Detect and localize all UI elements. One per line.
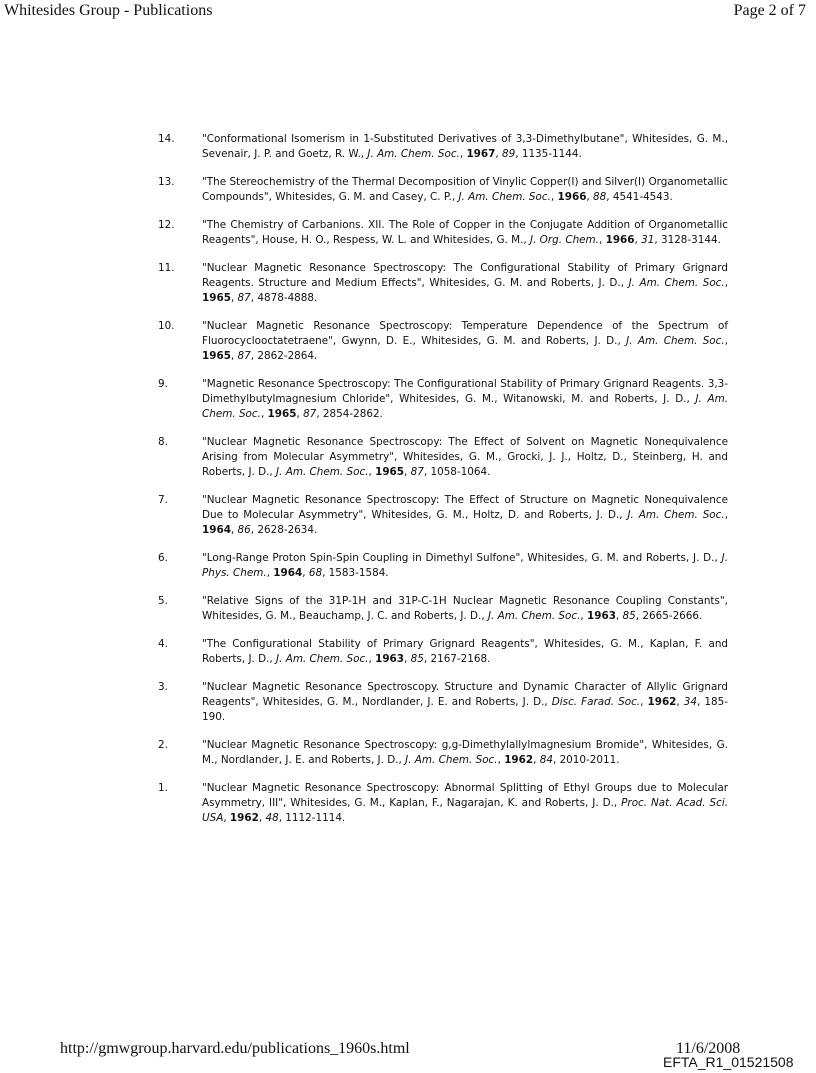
citation-pages: 2167-2168. [430, 653, 491, 665]
publication-entry [158, 781, 728, 826]
citation: "The Configurational Stability of Primary Grignard Reagents", Whitesides, G. M., Kaplan, F. and Roberts, J. D., J. Am. Chem. Soc., 1963, 85, 2167-2168. [202, 638, 728, 665]
citation-pages: 1058-1064. [430, 466, 491, 478]
publication-entry [158, 319, 728, 364]
citation-volume: 87 [303, 408, 317, 420]
citation-year: 1964 [273, 567, 303, 579]
page-number: Page 2 of 7 [733, 2, 806, 19]
citation: "The Stereochemistry of the Thermal Decomposition of Vinylic Copper(I) and Silver(I) Organometallic Compounds", Whitesides, G. M. and Casey, C. P., J. Am. Chem. Soc., 1966, 88, 4541-4543. [202, 176, 728, 203]
citation-year: 1963 [375, 653, 405, 665]
citation-volume: 84 [539, 754, 553, 766]
citation-volume: 85 [622, 610, 636, 622]
citation-year: 1967 [466, 148, 496, 160]
citation: "Nuclear Magnetic Resonance Spectroscopy: Abnormal Splitting of Ethyl Groups due to Molecular Asymmetry, III", Whitesides, G. M., Kaplan, F., Nagarajan, K. and Roberts, J. D., Proc. Nat. Acad. Sci. USA, 1962, 48, 1112-1114. [202, 782, 729, 824]
citation: "Nuclear Magnetic Resonance Spectroscopy: The Configurational Stability of Primary Grignard Reagents. Structure and Medium Effects", Whitesides, G. M. and Roberts, J. D., J. Am. Chem. Soc., 1965, 87, 4878-4888. [202, 262, 729, 304]
footer-date: 11/6/2008 [676, 1040, 741, 1057]
entry-number: 1. [158, 782, 168, 794]
citation: "Nuclear Magnetic Resonance Spectroscopy: Temperature Dependence of the Spectrum of Fluorocyclooctatetraene", Gwynn, D. E., Whitesides, G. M. and Roberts, J. D., J. Am. Chem. Soc., 1965, 87, 2862-2864. [202, 320, 728, 362]
citation-pages: 2010-2011. [559, 754, 620, 766]
publication-entry [158, 218, 728, 248]
citation-year: 1963 [587, 610, 616, 622]
citation: "Magnetic Resonance Spectroscopy: The Configurational Stability of Primary Grignard Reagents. 3,3-Dimethylbutylmagnesium Chloride", Whitesides, G. M., Witanowski, M. and Roberts, J. D., J. Am. Chem. Soc., 1965, 87, 2854-2862. [202, 378, 729, 420]
citation-volume: 48 [265, 812, 279, 824]
citation-journal: Proc. Nat. Acad. Sci. USA [202, 797, 729, 824]
entry-number: 2. [158, 739, 168, 751]
citation-year: 1966 [557, 191, 587, 203]
citation: "Nuclear Magnetic Resonance Spectroscopy: The Effect of Solvent on Magnetic Nonequivalence Arising from Molecular Asymmetry", Whitesides, G. M., Grocki, J. J., Holtz, D., Steinberg, H. and Roberts, J. D., J. Am. Chem. Soc., 1965, 87, 1058-1064. [202, 436, 728, 478]
citation-title-authors: "Conformational Isomerism in 1-Substituted Derivatives of 3,3-Dimethylbutane", Whitesides, G. M., Sevenair, J. P. and Goetz, R. W., [202, 133, 728, 160]
publication-entry [158, 594, 728, 624]
citation-journal: Disc. Farad. Soc. [551, 696, 641, 708]
citation-volume: 87 [237, 292, 251, 304]
citation-title-authors: "Nuclear Magnetic Resonance Spectroscopy: The Configurational Stability of Primary Grignard Reagents. Structure and Medium Effects", Whitesides, G. M. and Roberts, J. D., [202, 262, 728, 289]
publication-entry [158, 738, 728, 768]
citation: "Relative Signs of the 31P-1H and 31P-C-1H Nuclear Magnetic Resonance Coupling Constants", Whitesides, G. M., Beauchamp, J. C. and Roberts, J. D., J. Am. Chem. Soc., 1963, 85, 2665-2666. [202, 595, 728, 622]
citation-journal: J. Am. Chem. Soc. [487, 610, 581, 622]
citation-journal: J. Am. Chem. Soc. [627, 509, 725, 521]
page-header-title: Whitesides Group - Publications [4, 2, 213, 19]
citation-title-authors: "Nuclear Magnetic Resonance Spectroscopy: Temperature Dependence of the Spectrum of Fluorocyclooctatetraene", Gwynn, D. E., Whitesides, G. M. and Roberts, J. D., [202, 320, 728, 347]
document-id: EFTA_R1_01521508 [663, 1054, 794, 1070]
citation-year: 1964 [202, 524, 231, 536]
citation-title-authors: "Nuclear Magnetic Resonance Spectroscopy: Abnormal Splitting of Ethyl Groups due to Molecular Asymmetry, III", Whitesides, G. M., Kaplan, F., Nagarajan, K. and Roberts, J. D., [202, 782, 728, 809]
citation-title-authors: "Magnetic Resonance Spectroscopy: The Configurational Stability of Primary Grignard Reagents. 3,3-Dimethylbutylmagnesium Chloride", Whitesides, G. M., Witanowski, M. and Roberts, J. D., [202, 378, 728, 405]
citation-journal: J. Am. Chem. Soc. [367, 148, 460, 160]
entry-number: 14. [158, 133, 175, 145]
citation-volume: 86 [237, 524, 251, 536]
citation: "Nuclear Magnetic Resonance Spectroscopy: The Effect of Structure on Magnetic Nonequivalence Due to Molecular Asymmetry", Whitesides, G. M., Holtz, D. and Roberts, J. D., J. Am. Chem. Soc., 1964, 86, 2628-2634. [202, 494, 728, 536]
citation-volume: 85 [410, 653, 424, 665]
citation: "Nuclear Magnetic Resonance Spectroscopy. Structure and Dynamic Character of Allylic Grignard Reagents", Whitesides, G. M., Nordlander, J. E. and Roberts, J. D., Disc. Farad. Soc., 1962, 34, 185-190. [202, 681, 729, 723]
entry-number: 11. [158, 262, 175, 274]
entry-number: 8. [158, 436, 168, 448]
citation: "Long-Range Proton Spin-Spin Coupling in Dimethyl Sulfone", Whitesides, G. M. and Roberts, J. D., J. Phys. Chem., 1964, 68, 1583-1584. [202, 552, 728, 579]
citation-pages: 1135-1144. [521, 148, 582, 160]
citation-year: 1965 [267, 408, 297, 420]
citation-year: 1965 [202, 350, 231, 362]
citation-title-authors: "Relative Signs of the 31P-1H and 31P-C-1H Nuclear Magnetic Resonance Coupling Constants", Whitesides, G. M., Beauchamp, J. C. and Roberts, J. D., [202, 595, 728, 622]
entry-number: 12. [158, 219, 175, 231]
citation-journal: J. Am. Chem. Soc. [202, 393, 729, 420]
citation-year: 1966 [605, 234, 635, 246]
citation: "Conformational Isomerism in 1-Substituted Derivatives of 3,3-Dimethylbutane", Whitesides, G. M., Sevenair, J. P. and Goetz, R. W., J. Am. Chem. Soc., 1967, 89, 1135-1144. [202, 133, 728, 160]
citation-pages: 2628-2634. [257, 524, 318, 536]
publication-entry [158, 261, 728, 306]
citation: "The Chemistry of Carbanions. XII. The Role of Copper in the Conjugate Addition of Organometallic Reagents", House, H. O., Respess, W. L. and Whitesides, G. M., J. Org. Chem., 1966, 31, 3128-3144. [202, 219, 728, 246]
citation-journal: J. Am. Chem. Soc. [626, 335, 725, 347]
entry-number: 10. [158, 320, 175, 332]
entry-number: 3. [158, 681, 168, 693]
citation-pages: 2862-2864. [257, 350, 318, 362]
entry-number: 13. [158, 176, 175, 188]
citation-year: 1965 [202, 292, 231, 304]
publication-entry [158, 493, 728, 538]
citation-title-authors: "The Chemistry of Carbanions. XII. The Role of Copper in the Conjugate Addition of Organometallic Reagents", House, H. O., Respess, W. L. and Whitesides, G. M., [202, 219, 728, 246]
citation-volume: 68 [308, 567, 323, 579]
citation-pages: 1112-1114. [285, 812, 346, 824]
footer-url: http://gmwgroup.harvard.edu/publications_1960s.html [60, 1040, 410, 1057]
citation-journal: J. Am. Chem. Soc. [405, 754, 498, 766]
citation-title-authors: "Nuclear Magnetic Resonance Spectroscopy: The Effect of Structure on Magnetic Nonequivalence Due to Molecular Asymmetry", Whitesides, G. M., Holtz, D. and Roberts, J. D., [202, 494, 728, 521]
publication-entry [158, 175, 728, 205]
publication-entry [158, 435, 728, 480]
citation-pages: 4878-4888. [257, 292, 318, 304]
citation-title-authors: "Nuclear Magnetic Resonance Spectroscopy. Structure and Dynamic Character of Allylic Grignard Reagents", Whitesides, G. M., Nordlander, J. E. and Roberts, J. D., [202, 681, 728, 708]
citation-year: 1962 [647, 696, 677, 708]
citation-pages: 2854-2862. [322, 408, 383, 420]
entry-number: 5. [158, 595, 168, 607]
citation-journal: J. Am. Chem. Soc. [458, 191, 551, 203]
citation-pages: 1583-1584. [328, 567, 389, 579]
publication-list [158, 132, 728, 839]
citation-journal: J. Am. Chem. Soc. [276, 653, 369, 665]
publication-entry [158, 680, 728, 725]
citation-volume: 31 [641, 234, 655, 246]
citation-journal: J. Phys. Chem. [202, 552, 728, 579]
publication-entry [158, 132, 728, 162]
publication-entry [158, 551, 728, 581]
citation-volume: 89 [501, 148, 516, 160]
citation-journal: J. Am. Chem. Soc. [628, 277, 725, 289]
citation-title-authors: "Nuclear Magnetic Resonance Spectroscopy: The Effect of Solvent on Magnetic Nonequivalence Arising from Molecular Asymmetry", Whitesides, G. M., Grocki, J. J., Holtz, D., Steinberg, H. and Roberts, J. D., [202, 436, 728, 478]
citation-journal: J. Am. Chem. Soc. [276, 466, 369, 478]
citation-pages: 3128-3144. [660, 234, 721, 246]
publication-entry [158, 377, 728, 422]
citation-volume: 34 [683, 696, 698, 708]
entry-number: 6. [158, 552, 168, 564]
citation-year: 1965 [375, 466, 405, 478]
citation-pages: 185-190. [202, 696, 729, 723]
citation-volume: 87 [237, 350, 251, 362]
citation-year: 1962 [229, 812, 259, 824]
citation-title-authors: "The Stereochemistry of the Thermal Decomposition of Vinylic Copper(I) and Silver(I) Organometallic Compounds", Whitesides, G. M. and Casey, C. P., [202, 176, 728, 203]
citation-volume: 87 [410, 466, 424, 478]
citation-pages: 4541-4543. [612, 191, 673, 203]
citation-pages: 2665-2666. [642, 610, 703, 622]
citation-volume: 88 [593, 191, 607, 203]
entry-number: 4. [158, 638, 168, 650]
citation-title-authors: "Long-Range Proton Spin-Spin Coupling in Dimethyl Sulfone", Whitesides, G. M. and Roberts, J. D., [202, 552, 722, 564]
citation: "Nuclear Magnetic Resonance Spectroscopy: g,g-Dimethylallylmagnesium Bromide", Whitesides, G. M., Nordlander, J. E. and Roberts, J. D., J. Am. Chem. Soc., 1962, 84, 2010-2011. [202, 739, 728, 766]
entry-number: 7. [158, 494, 168, 506]
citation-year: 1962 [504, 754, 534, 766]
citation-journal: J. Org. Chem. [530, 234, 599, 246]
entry-number: 9. [158, 378, 168, 390]
publication-entry [158, 637, 728, 667]
citation-title-authors: "The Configurational Stability of Primary Grignard Reagents", Whitesides, G. M., Kaplan, F. and Roberts, J. D., [202, 638, 728, 665]
citation-title-authors: "Nuclear Magnetic Resonance Spectroscopy: g,g-Dimethylallylmagnesium Bromide", Whitesides, G. M., Nordlander, J. E. and Roberts, J. D., [202, 739, 728, 766]
